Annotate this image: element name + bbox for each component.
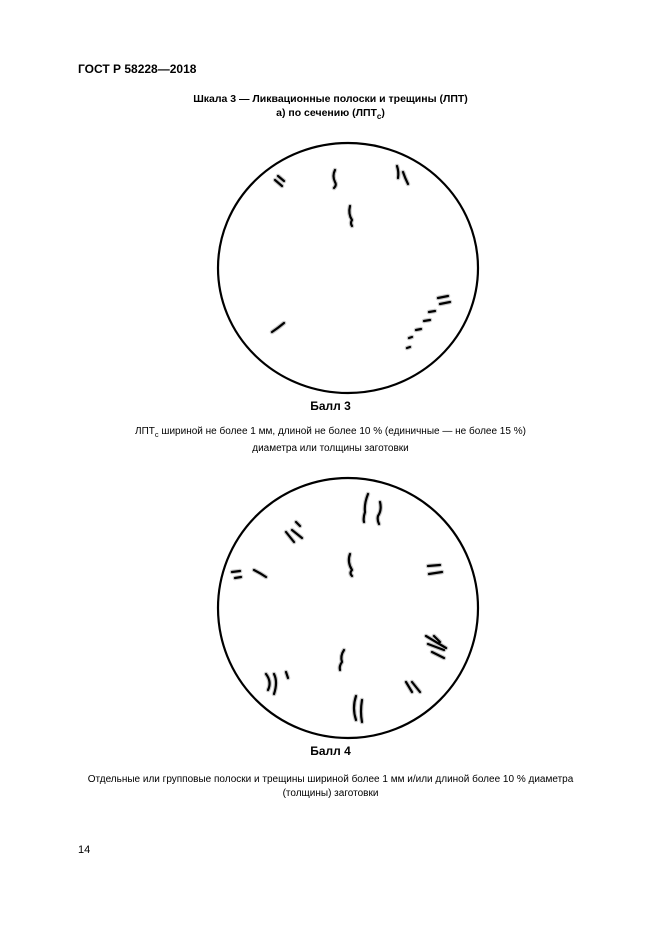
score-4-label: Балл 4 [310, 744, 351, 758]
crack-group-right [407, 296, 450, 348]
crack-top-center [334, 170, 336, 188]
crack-lower-center [340, 650, 344, 670]
score-4-caption-line2: (толщины) заготовки [282, 788, 379, 799]
crack-group-top-left [275, 176, 284, 186]
crack-center [349, 554, 352, 576]
crack-center [349, 206, 352, 226]
page-number: 14 [78, 844, 91, 856]
crack-group-lower-left [266, 672, 288, 694]
crack-group-lower-right [426, 636, 446, 658]
crack-group-top [364, 494, 381, 524]
score-4-caption-line1: Отдельные или групповые полоски и трещины шириной более 1 мм и/или длиной более 10 % диаметра [87, 774, 574, 785]
macrostructure-diagram-score-4 [216, 476, 480, 740]
crack-lower-left [272, 323, 284, 332]
score-3-caption [0, 425, 661, 456]
crack-group-top-right [397, 166, 408, 184]
scale-title [0, 92, 661, 124]
crack-group-left [232, 570, 266, 578]
scale-title-line2: а) по сечению $(ЛПТ_с)$ [276, 107, 385, 122]
crack-group-upper-left [286, 522, 302, 542]
crack-group-lower-right-small [406, 682, 420, 692]
document-header: ГОСТ Р 58228—2018 [78, 62, 197, 76]
crack-group-right [428, 565, 442, 574]
score-4-caption [0, 773, 661, 801]
score-3-label: Балл 3 [310, 399, 351, 413]
scale-title-line1: Шкала 3 — Ликвационные полоски и трещины (ЛПТ) [193, 93, 468, 105]
score-3-caption-line1: $ЛПТ_с$ шириной не более 1 мм, длиной не более 10 % (единичные — не более 15 %) [135, 426, 526, 439]
crack-group-bottom [354, 696, 362, 722]
macrostructure-diagram-score-3 [216, 140, 480, 396]
score-3-caption-line2: диаметра или толщины заготовки [252, 443, 409, 454]
